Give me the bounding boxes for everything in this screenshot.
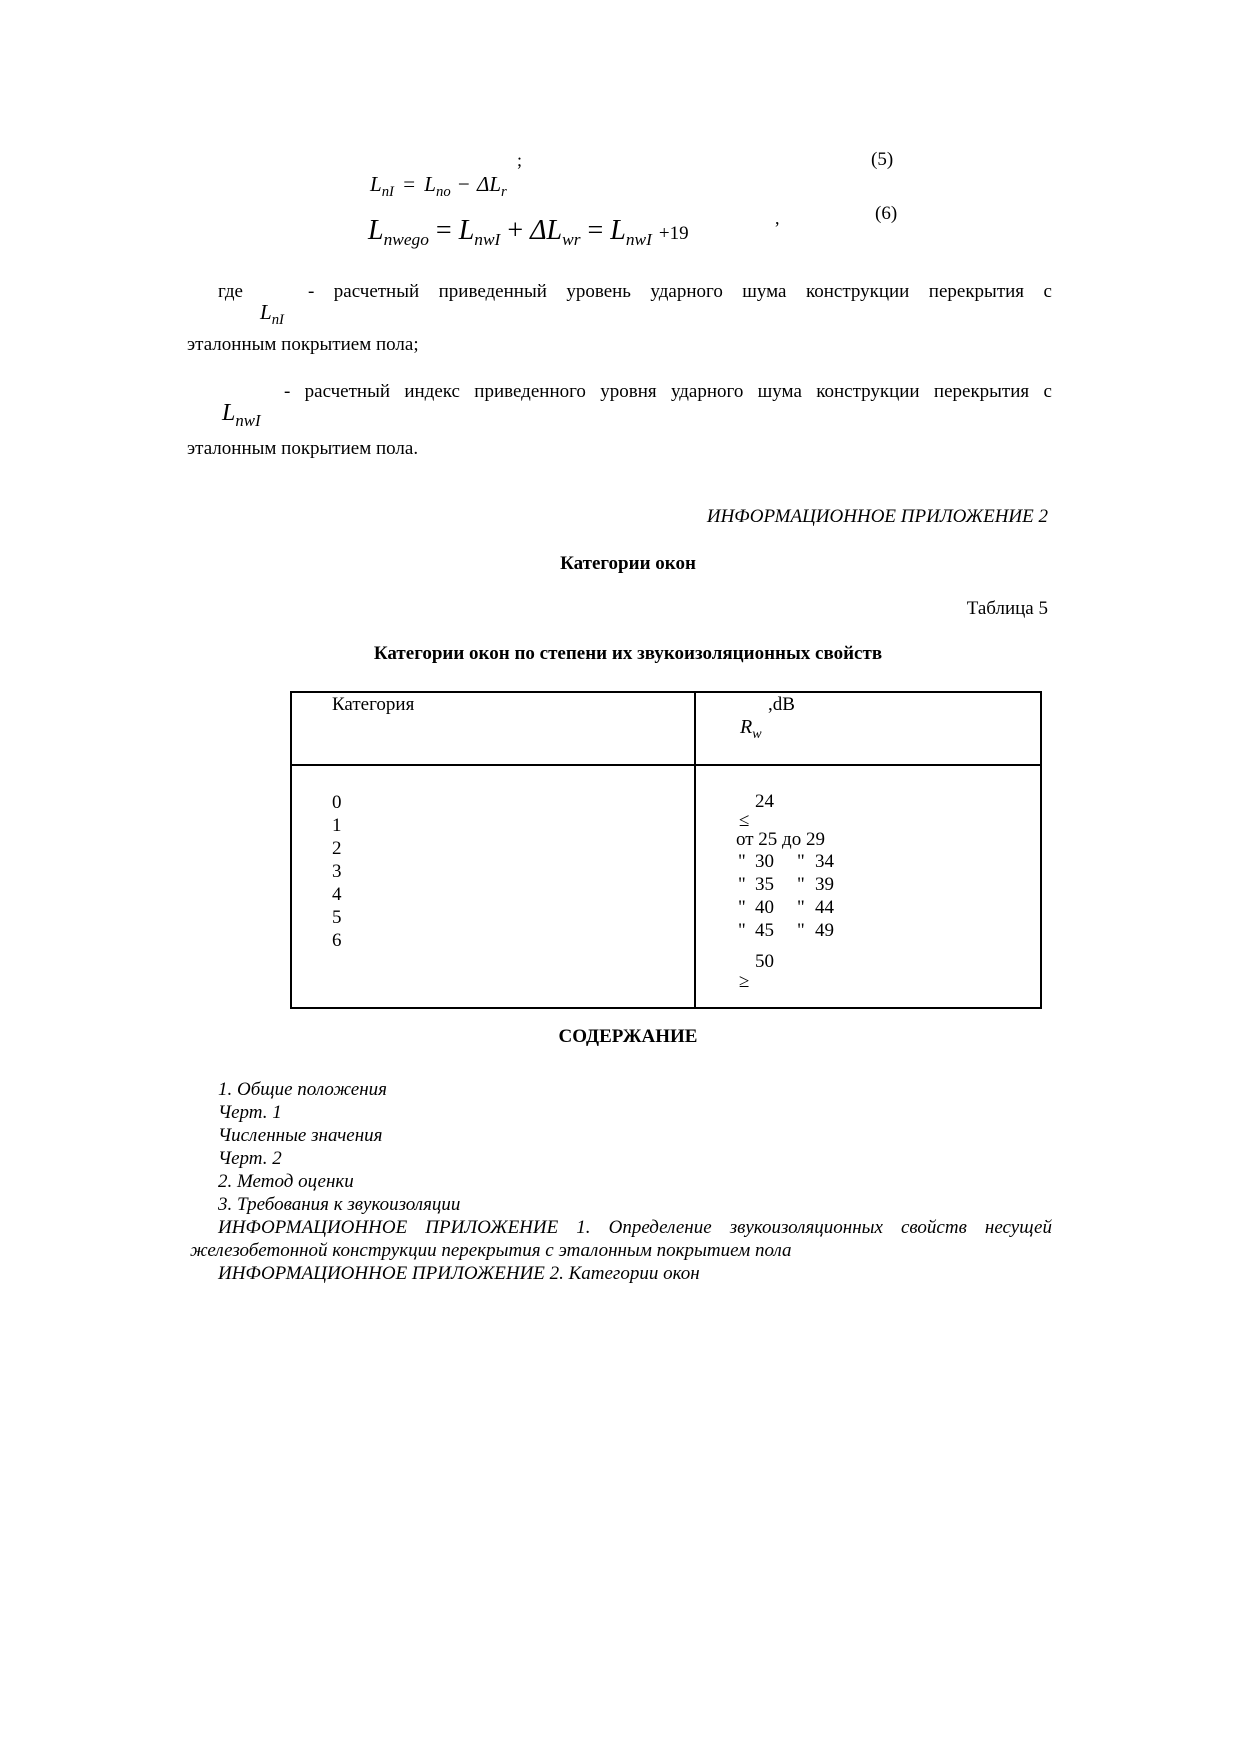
definition-2-line2: эталонным покрытием пола. [187,438,419,459]
definition-word: шума [742,281,787,302]
contents-list [190,1078,1052,1285]
appendix-label: ИНФОРМАЦИОННОЕ ПРИЛОЖЕНИЕ 2 [706,506,1048,527]
contents-item[interactable]: ИНФОРМАЦИОННОЕ ПРИЛОЖЕНИЕ 1. Определение звукоизоляционных свойств несущей железобетонной конструкции перекрытия с эталонным покрытием пола [190,1217,1052,1261]
category-item: 5 [332,907,342,928]
definition-word: индекс [404,381,460,402]
contents-heading: СОДЕРЖАНИЕ [558,1026,698,1047]
range-open-quote: " [738,851,746,872]
range-ditto-quote: " [797,874,805,895]
definition-word: с [1043,381,1052,402]
contents-item[interactable]: ИНФОРМАЦИОННОЕ ПРИЛОЖЕНИЕ 2. Категории окон [218,1263,700,1284]
f6-term1: $L_{nwI}$ [458,215,501,250]
category-item: 2 [332,838,342,859]
header-category: Категория [332,694,415,715]
contents-item[interactable]: Черт. 2 [218,1148,282,1169]
definition-word: ударного [650,281,723,302]
categories-list [332,791,342,952]
appendix-title: Категории окон [560,553,696,574]
f6-eq: = [435,215,452,246]
f5-term1: $L_{no}$ [424,172,451,201]
f6-term3: $L_{nwI}$ [610,215,652,250]
f5-term2: $\Delta L_r$ [477,172,507,201]
category-item: 1 [332,815,342,836]
definition-word: расчетный [304,381,391,402]
formula-5 [370,172,507,201]
range-ditto-quote: " [797,851,805,872]
formula-6-number: (6) [875,203,898,224]
definition-word: с [1043,281,1052,302]
range-from: 30 [755,851,774,872]
categories-cell [291,765,695,1008]
value-range-0: от 25 до 29 [736,829,825,850]
range-from: 45 [755,920,774,941]
table-label: Таблица 5 [966,598,1048,619]
definition-word: перекрытия [928,281,1025,302]
definition-1-line2: эталонным покрытием пола; [187,334,419,355]
definition-word: перекрытия [933,381,1030,402]
definition-word: - [308,281,315,302]
f6-term2: $\Delta L_{wr}$ [530,215,581,250]
f6-eq2: = [587,215,604,246]
header-unit: ,dB [768,694,795,715]
definition-word: приведенного [474,381,586,402]
table-title: Категории окон по степени их звукоизоляционных свойств [373,643,883,664]
category-item: 4 [332,884,342,905]
definition-word: приведенный [438,281,547,302]
formula-6 [368,215,689,250]
f6-tail: +19 [658,223,689,244]
definition-word: конструкции [805,281,910,302]
formula-5-number: (5) [871,149,894,170]
definition-1-where: где [218,281,243,302]
header-rw-symbol: $R_w$ [740,716,762,742]
definition-word: шума [757,381,802,402]
range-open-quote: " [738,920,746,941]
f5-lhs: $L_{nI}$ [370,172,394,201]
definition-word: ударного [670,381,744,402]
values-cell [695,765,1041,1008]
definition-word: уровня [600,381,657,402]
range-ditto-quote: " [797,920,805,941]
range-ditto-quote: " [797,897,805,918]
formula-5-semicolon: ; [517,150,523,170]
category-item: 0 [332,792,342,813]
value-last-sign: ≥ [739,971,750,992]
formula-6-comma: , [775,208,780,228]
range-to: 44 [815,897,834,918]
range-open-quote: " [738,897,746,918]
window-categories-table [290,691,1042,1009]
value-last-num: 50 [755,951,774,972]
f5-minus: − [457,172,470,196]
range-to: 39 [815,874,834,895]
contents-item[interactable]: 1. Общие положения [218,1079,387,1100]
category-item: 6 [332,930,342,951]
definition-2-text [284,381,1052,403]
value-first-sign: ≤ [739,810,750,831]
header-category-cell [291,692,695,765]
definition-1-text [308,281,1052,303]
definition-2-symbol: $L_{nwI}$ [222,400,261,430]
contents-item[interactable]: 2. Метод оценки [218,1171,354,1192]
category-item: 3 [332,861,342,882]
definition-word: - [284,381,291,402]
range-open-quote: " [738,874,746,895]
contents-item[interactable]: Черт. 1 [218,1102,282,1123]
f5-eq: = [403,172,416,196]
contents-item[interactable]: 3. Требования к звукоизоляции [218,1194,461,1215]
range-to: 49 [815,920,834,941]
range-to: 34 [815,851,834,872]
definition-word: расчетный [333,281,420,302]
f6-lhs: $L_{nwego}$ [368,215,429,250]
definition-word: конструкции [816,381,920,402]
f6-plus: + [507,215,524,246]
definition-1-symbol: $L_{nI}$ [260,300,284,329]
contents-item[interactable]: Численные значения [218,1125,383,1146]
range-from: 40 [755,897,774,918]
range-from: 35 [755,874,774,895]
definition-word: уровень [566,281,631,302]
value-first-num: 24 [755,791,774,812]
header-rw-cell [695,692,1041,765]
